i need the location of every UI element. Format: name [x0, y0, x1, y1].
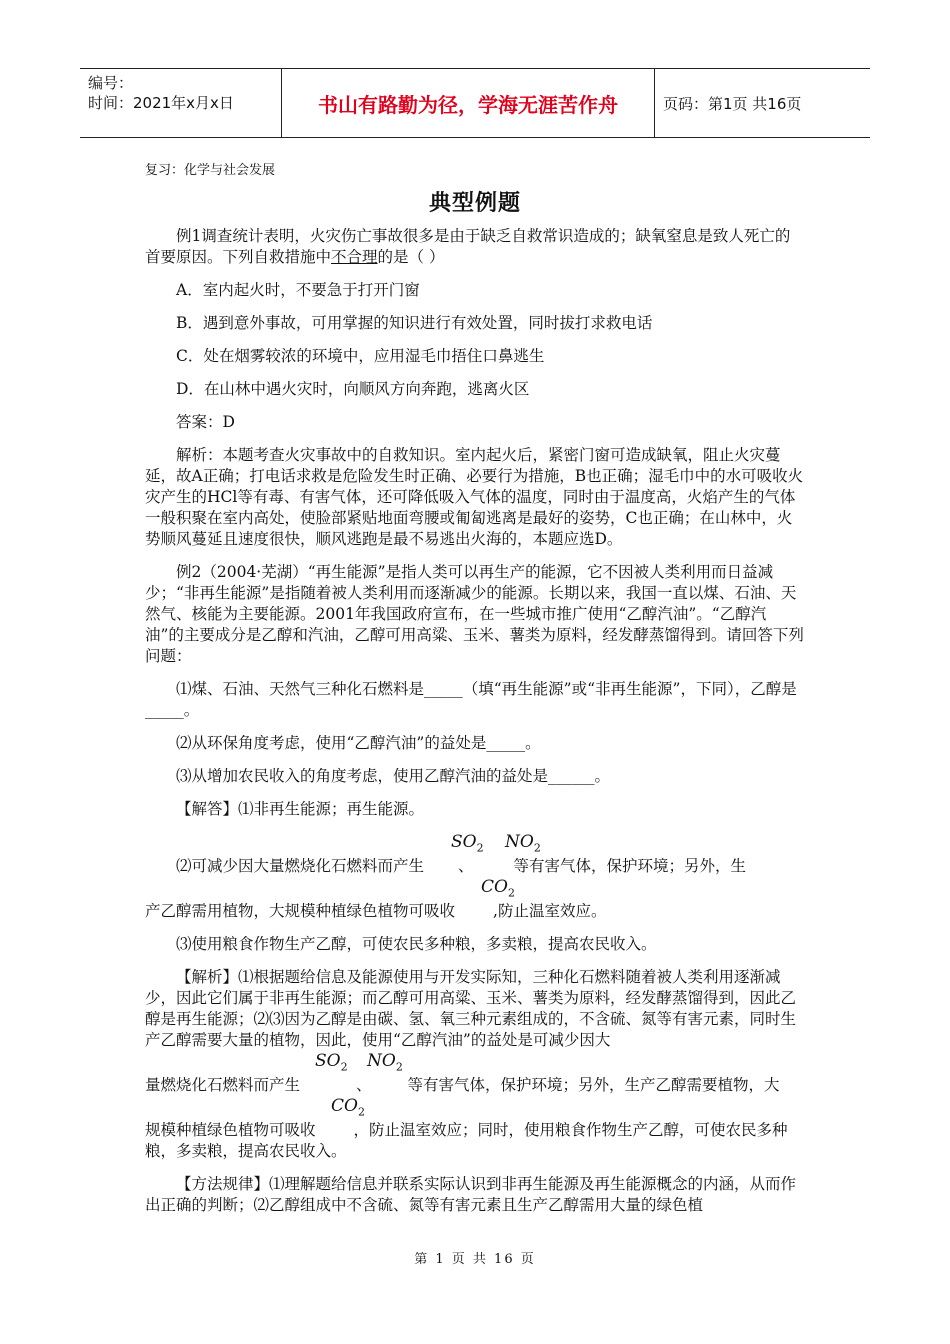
answer-3: ⑶使用粮食作物生产乙醇，可使农民多种粮，多卖粮，提高农民收入。	[176, 935, 657, 953]
example-2-stem: 例2（2004·芜湖）“再生能源”是指人类可以再生产的能源，它不因被人类利用而日益减少；“非再生能源”是指随着被人类利用而逐渐减少的能源。长期以来，我国一直以煤、石油、天然气、核能为主要能源。2001年我国政府宣布，在一些城市推广使用“乙醇汽油”。“乙醇汽油”的主要成分是乙醇和汽油，乙醇可用高粱、玉米、薯类为原料，经发酵蒸馏得到。请回答下列问题：	[145, 563, 804, 665]
stem-text: 例1调查统计表明，火灾伤亡事故很多是由于缺乏自救常识造成的；缺氧窒息是致人死亡的首要原因。下列自救措施中	[145, 227, 791, 266]
so2-formula: $SO_2$	[451, 832, 484, 855]
question-2: ⑵从环保角度考虑，使用“乙醇汽油”的益处是_____。	[176, 734, 541, 752]
stem-text-end: 的是（ ）	[377, 248, 445, 266]
page-header	[80, 68, 870, 138]
formula-row	[145, 832, 805, 856]
number-label: 编号：	[88, 74, 134, 92]
co2-formula: $CO_2$	[331, 1096, 365, 1119]
page-footer: 第 1 页 共 16 页	[414, 1252, 536, 1267]
analysis-2-line-3: 规模种植绿色植物可吸收 ，防止温室效应；同时，使用粮食作物生产乙醇，可使农民多种粮，多卖粮，提高农民收入。	[145, 1121, 788, 1160]
option-d: D．在山林中遇火灾时，向顺风方向奔跑，逃离火区	[176, 380, 530, 398]
example-1-answer: 答案：D	[176, 413, 235, 431]
header-page-info: 页码：第1页 共16页	[663, 94, 802, 113]
analysis-2	[145, 967, 805, 1162]
document-body	[145, 160, 805, 1228]
question-1: ⑴煤、石油、天然气三种化石燃料是_____（填“再生能源”或“非再生能源”，下同），乙醇是_____。	[145, 680, 797, 719]
formula-row	[145, 1051, 805, 1075]
analysis-2-text: 【解析】⑴根据题给信息及能源使用与开发实际知，三种化石燃料随着被人类利用逐渐减少，因此它们属于非再生能源；而乙醇可用高粱、玉米、薯类为原料，经发酵蒸馏得到，因此乙醇是再生能源；⑵⑶因为乙醇是由碳、氢、氧三种元素组成的，不含硫、氮等有害元素，同时生产乙醇需要大量的植物，因此，使用“乙醇汽油”的益处是可减少因大	[145, 968, 797, 1049]
so2-formula: $SO_2$	[315, 1051, 348, 1074]
method-rule: 【方法规律】⑴理解题给信息并联系实际认识到非再生能源及再生能源概念的内涵，从而作出正确的判断；⑵乙醇组成中不含硫、氮等有害元素且生产乙醇需用大量的绿色植	[145, 1175, 797, 1214]
example-1-analysis: 解析：本题考查火灾事故中的自救知识。室内起火后，紧密门窗可造成缺氧，阻止火灾蔓延，故A正确；打电话求救是危险发生时正确、必要行为措施，B也正确；湿毛巾中的水可吸收火灾产生的HCl等有毒、有害气体，还可降低吸入气体的温度，同时由于温度高，火焰产生的气体一般积聚在室内高处，使脸部紧贴地面弯腰或匍匐逃离是最好的姿势，C也正确；在山林中，火势顺风蔓延且速度很快，顺风逃跑是最不易逃出火海的，本题应选D。	[145, 446, 804, 548]
option-b: B．遇到意外事故，可用掌握的知识进行有效处置，同时拔打求救电话	[176, 314, 653, 332]
answer-1: 【解答】⑴非再生能源；再生能源。	[176, 800, 425, 818]
question-3: ⑶从增加农民收入的角度考虑，使用乙醇汽油的益处是______。	[176, 767, 611, 785]
example-1-stem	[145, 226, 805, 268]
option-a: A．室内起火时，不要急于打开门窗	[176, 281, 420, 299]
option-c: C．处在烟雾较浓的环境中，应用湿毛巾捂住口鼻逃生	[176, 347, 545, 365]
no2-formula: $NO_2$	[505, 832, 541, 855]
formula-row	[145, 1096, 805, 1120]
time-label: 时间：2021年x月x日	[88, 94, 234, 112]
co2-formula: $CO_2$	[481, 877, 515, 900]
formula-row	[145, 877, 805, 901]
answer-2-line-1: ⑵可减少因大量燃烧化石燃料而产生 、 等有害气体，保护环境；另外，生	[176, 857, 747, 875]
page-title: 典型例题	[428, 191, 521, 216]
answer-2-line-2: 产乙醇需用植物，大规模种植绿色植物可吸收 ,防止温室效应。	[145, 902, 607, 920]
header-meta	[80, 69, 282, 137]
analysis-2-line-2: 量燃烧化石燃料而产生 、 等有害气体，保护环境；另外，生产乙醇需要植物，大	[145, 1076, 780, 1094]
review-line: 复习：化学与社会发展	[145, 163, 276, 178]
answer-2	[145, 832, 805, 922]
no2-formula: $NO_2$	[367, 1051, 403, 1074]
header-motto: 书山有路勤为径，学海无涯苦作舟	[282, 69, 655, 137]
stem-underlined: 不合理	[331, 248, 378, 266]
